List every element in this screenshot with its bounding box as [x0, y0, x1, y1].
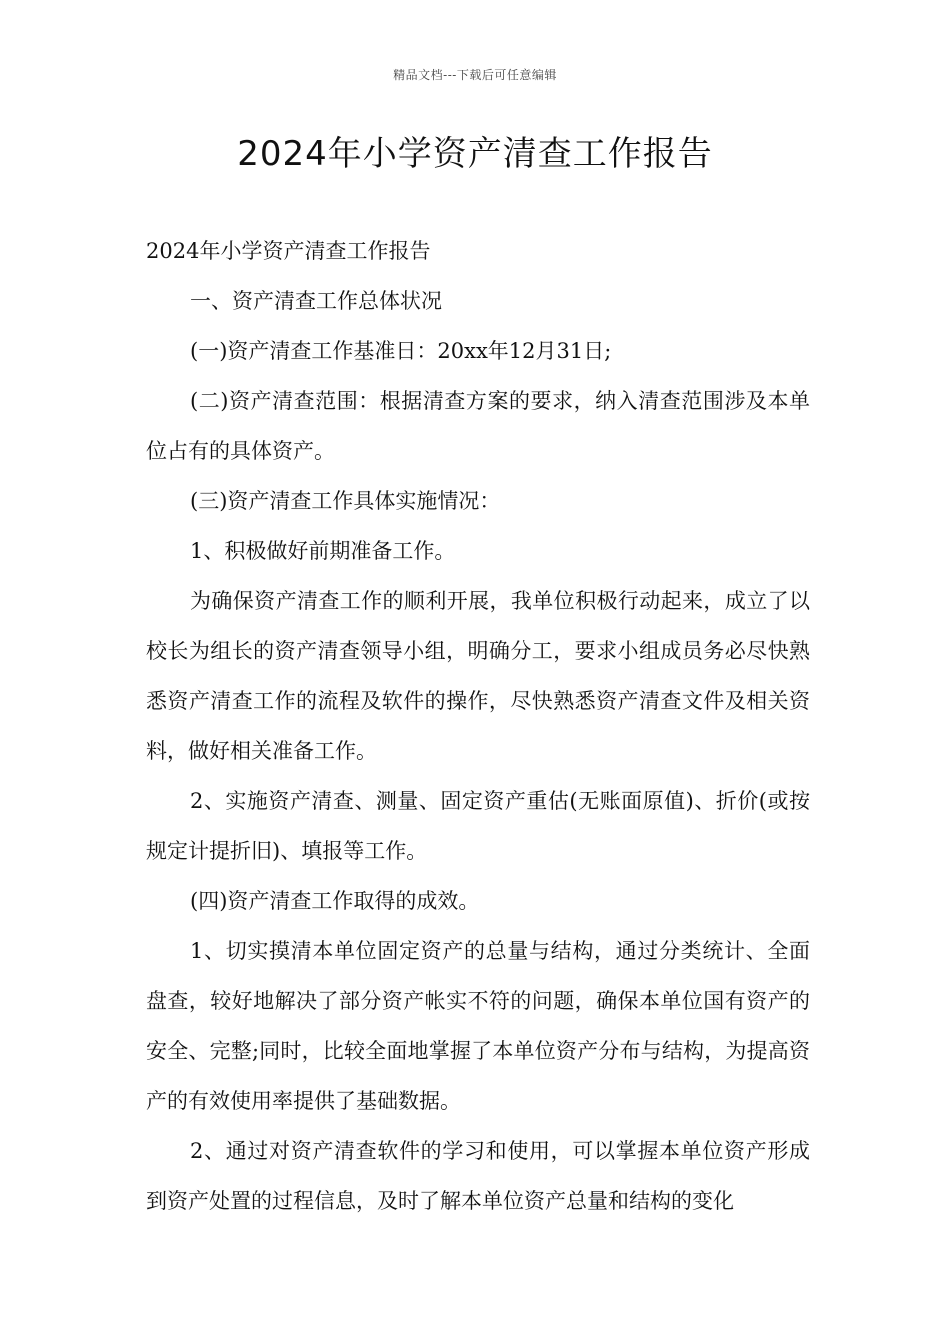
body-paragraph: (四)资产清查工作取得的成效。 — [190, 889, 480, 913]
body-paragraph: 2、实施资产清查、测量、固定资产重估(无账面原值)、折价(或按规定计提折旧)、填报等工作。 — [146, 789, 810, 863]
section-heading: 一、资产清查工作总体状况 — [190, 289, 442, 313]
body-paragraph: (一)资产清查工作基准日：20xx年12月31日; — [190, 339, 612, 363]
body-paragraph: 1、积极做好前期准备工作。 — [190, 539, 456, 563]
body-paragraph: 2、通过对资产清查软件的学习和使用，可以掌握本单位资产形成到资产处置的过程信息，及时了解本单位资产总量和结构的变化 — [146, 1139, 810, 1213]
body-paragraph: 为确保资产清查工作的顺利开展，我单位积极行动起来，成立了以校长为组长的资产清查领导小组，明确分工，要求小组成员务必尽快熟悉资产清查工作的流程及软件的操作，尽快熟悉资产清查文件及相关资料，做好相关准备工作。 — [146, 589, 810, 763]
header-note: 精品文档---下载后可任意编辑 — [393, 68, 557, 82]
body-paragraph: 1、切实摸清本单位固定资产的总量与结构，通过分类统计、全面盘查，较好地解决了部分资产帐实不符的问题，确保本单位国有资产的安全、完整;同时，比较全面地掌握了本单位资产分布与结构，为提高资产的有效使用率提供了基础数据。 — [146, 939, 810, 1113]
body-paragraph: (三)资产清查工作具体实施情况： — [190, 489, 501, 513]
body-paragraph: 2024年小学资产清查工作报告 — [146, 239, 431, 263]
body-paragraph: (二)资产清查范围：根据清查方案的要求，纳入清查范围涉及本单位占有的具体资产。 — [146, 389, 810, 463]
document-body — [146, 226, 810, 1226]
document-title: 2024年小学资产清查工作报告 — [237, 134, 713, 174]
